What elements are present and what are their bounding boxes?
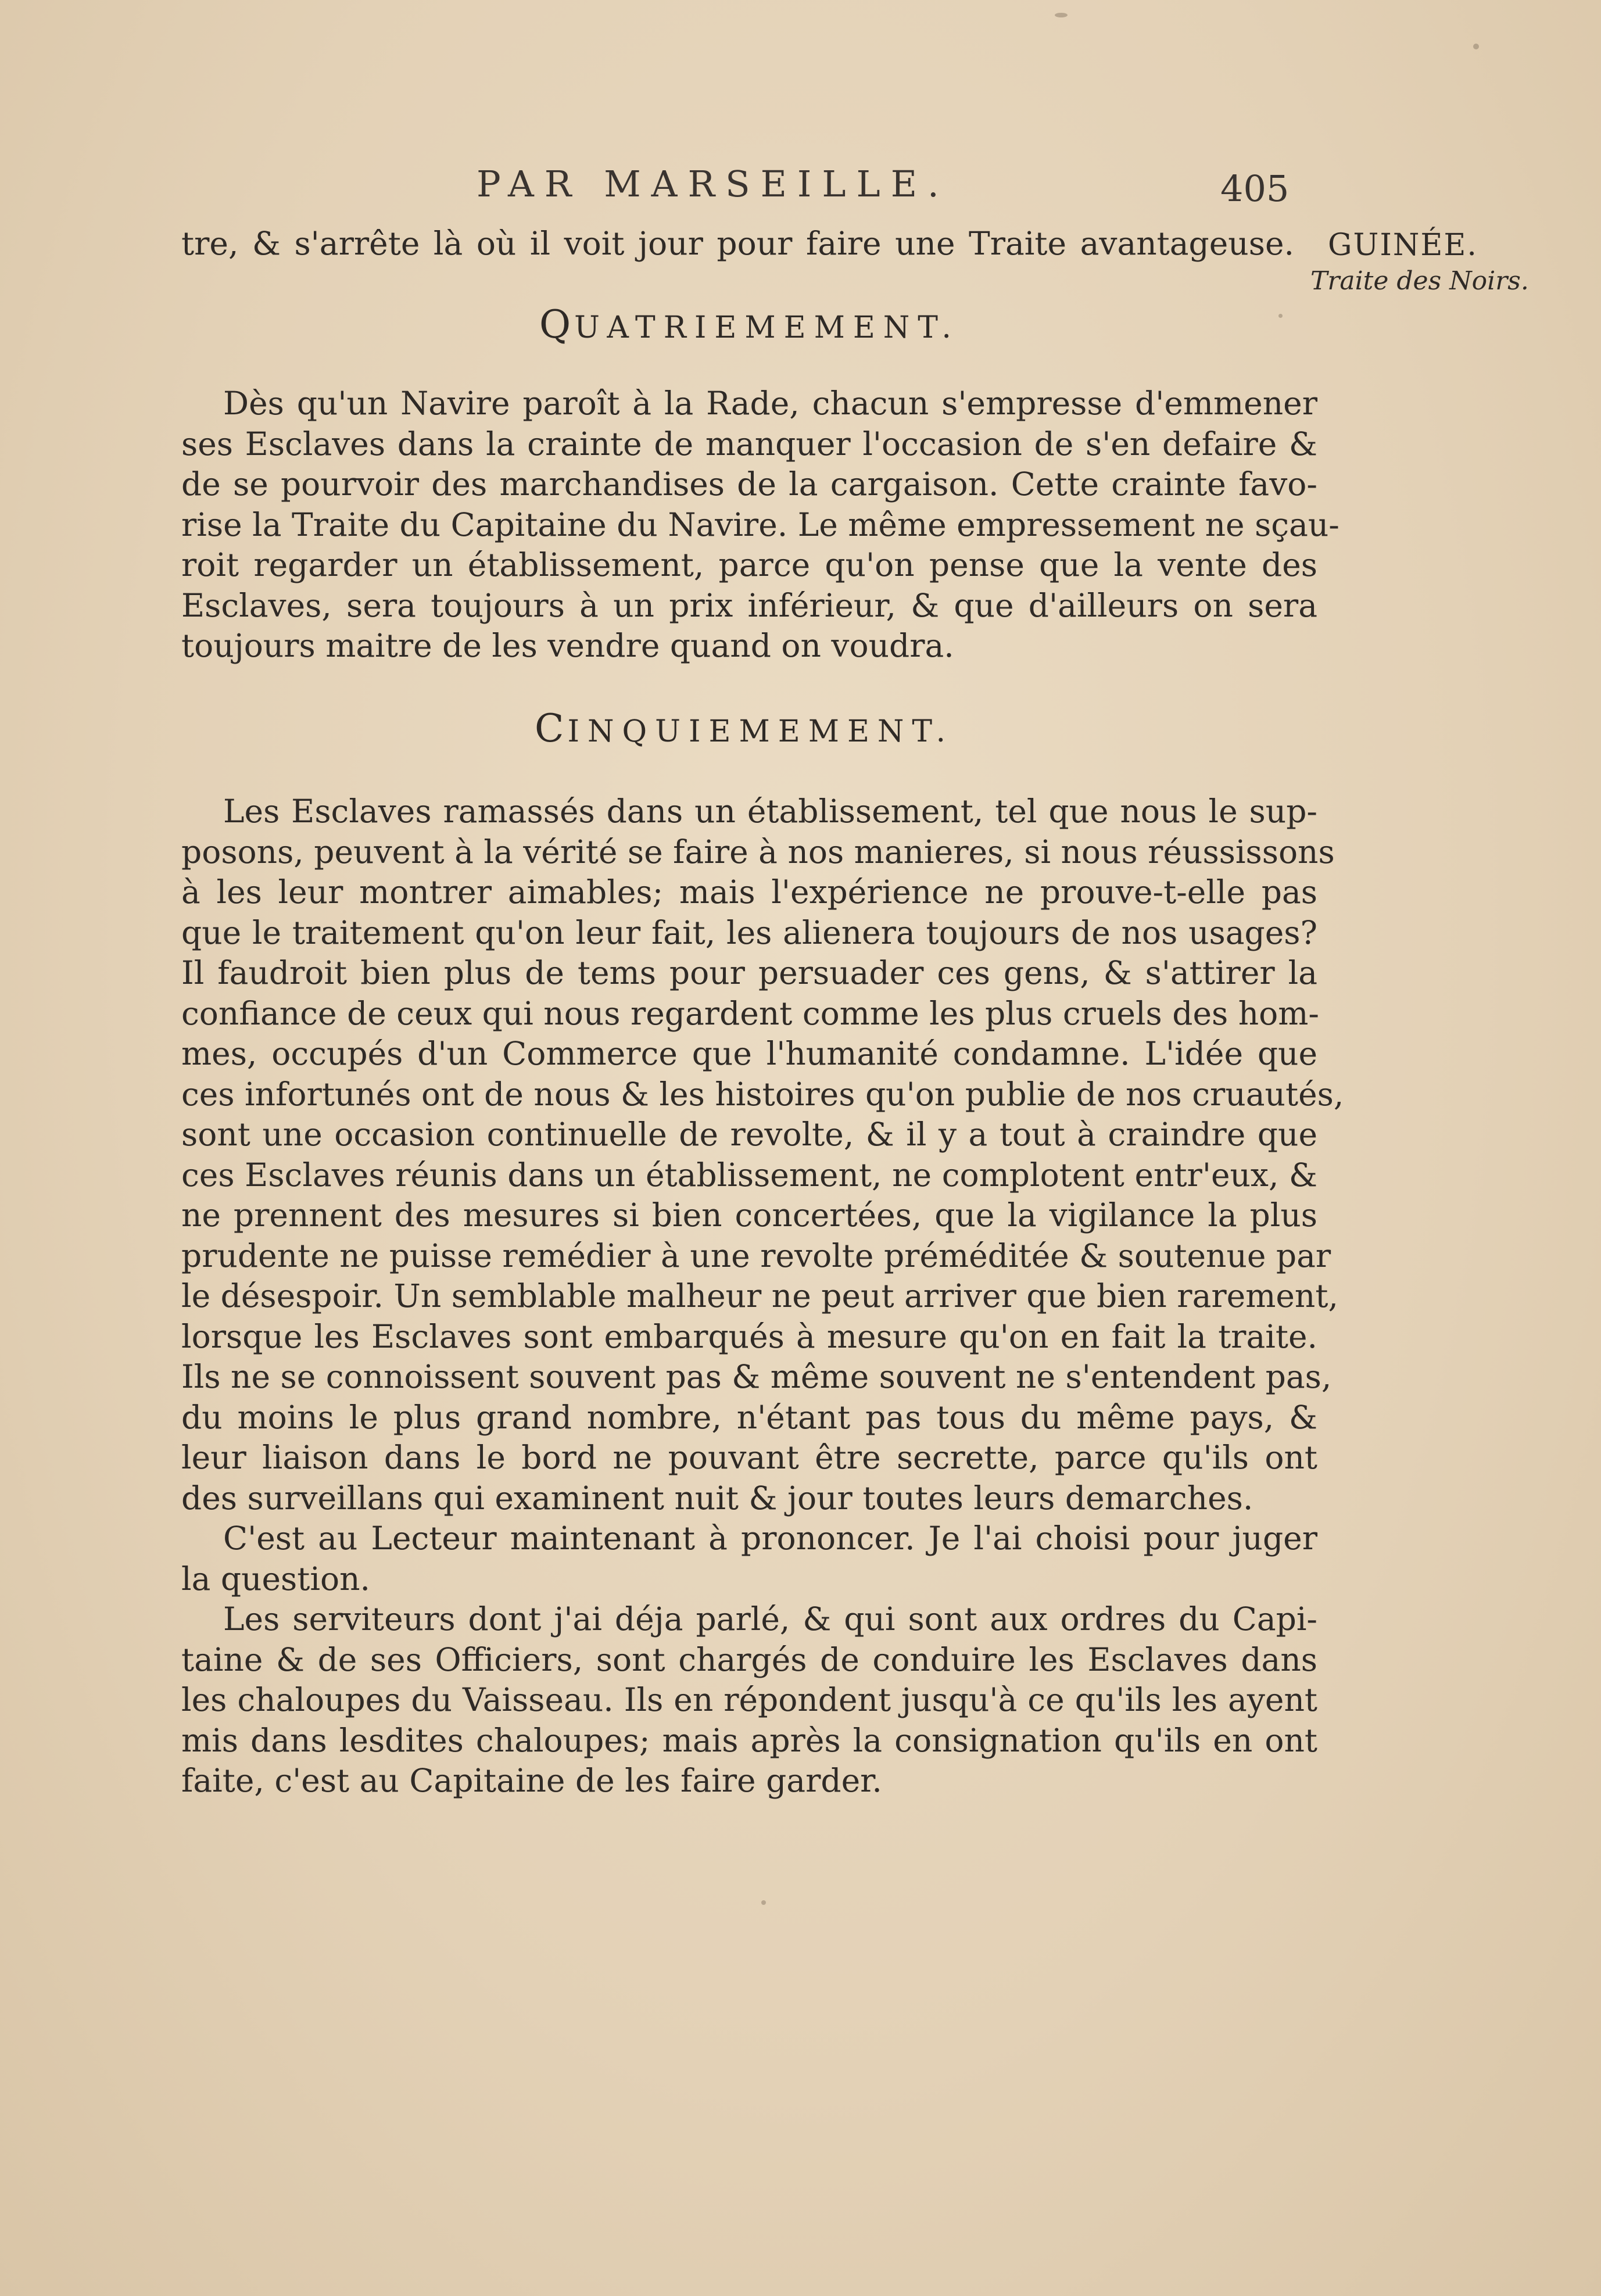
continuation-text xyxy=(181,224,1294,264)
paragraph-cinquiemement-3 xyxy=(181,1599,1317,1801)
text-line: sont une occasion continuelle de revolte, & il y a tout à craindre que xyxy=(181,1116,1317,1153)
text-line: des surveillans qui examinent nuit & jour toutes leurs demarches. xyxy=(181,1479,1253,1517)
text-line: mis dans lesdites chaloupes; mais après la consignation qu'ils en ont xyxy=(181,1721,1317,1759)
heading-quatriemement: QUATRIEMEMENT. xyxy=(539,302,959,347)
text-line: lorsque les Esclaves sont embarqués à mesure qu'on en fait la traite. xyxy=(181,1317,1317,1355)
text-line: toujours maitre de les vendre quand on voudra. xyxy=(181,627,954,664)
text-line: le désespoir. Un semblable malheur ne peut arriver que bien rarement, xyxy=(181,1277,1338,1314)
continuation-line: tre, & s'arrête là où il voit jour pour faire une Traite avantageuse. xyxy=(181,225,1294,262)
margin-note-subject: Traite des Noirs. xyxy=(1310,266,1529,296)
paragraph-quatriemement xyxy=(181,384,1339,667)
text-line: Dès qu'un Navire paroît à la Rade, chacun s'empresse d'emmener xyxy=(223,385,1317,422)
paragraph-cinquiemement-1 xyxy=(181,791,1344,1518)
text-line: rise la Traite du Capitaine du Navire. Le même empressement ne sçau- xyxy=(181,506,1339,543)
text-line: Esclaves, sera toujours à un prix inférieur, & que d'ailleurs on sera xyxy=(181,586,1317,624)
text-line: de se pourvoir des marchandises de la cargaison. Cette crainte favo- xyxy=(181,465,1317,503)
paper-speck xyxy=(1278,314,1283,318)
paper-speck xyxy=(1055,13,1068,17)
running-title: PAR MARSEILLE. xyxy=(477,163,950,205)
text-line: Il faudroit bien plus de tems pour persuader ces gens, & s'attirer la xyxy=(181,954,1317,991)
page-number: 405 xyxy=(1220,167,1290,210)
paragraph-cinquiemement-2 xyxy=(181,1518,1317,1599)
text-line: Ils ne se connoissent souvent pas & même souvent ne s'entendent pas, xyxy=(181,1358,1332,1395)
text-line: ses Esclaves dans la crainte de manquer l'occasion de s'en defaire & xyxy=(181,425,1317,463)
margin-note-region: GUINÉE. xyxy=(1328,228,1478,263)
heading-cinquiemement: CINQUIEMEMENT. xyxy=(535,706,954,751)
text-line: posons, peuvent à la vérité se faire à nos manieres, si nous réussissons xyxy=(181,833,1335,871)
text-line: que le traitement qu'on leur fait, les alienera toujours de nos usages? xyxy=(181,914,1317,951)
paper-speck xyxy=(1473,44,1479,49)
text-line: leur liaison dans le bord ne pouvant être secrette, parce qu'ils ont xyxy=(181,1439,1317,1476)
text-line: Les Esclaves ramassés dans un établissement, tel que nous le sup- xyxy=(223,793,1317,830)
text-line: ces Esclaves réunis dans un établissement, ne complotent entr'eux, & xyxy=(181,1156,1317,1194)
text-line: mes, occupés d'un Commerce que l'humanité condamne. L'idée que xyxy=(181,1035,1317,1072)
text-line: à les leur montrer aimables; mais l'expérience ne prouve-t-elle pas xyxy=(181,873,1317,911)
text-line: ces infortunés ont de nous & les histoires qu'on publie de nos cruautés, xyxy=(181,1075,1344,1113)
text-line: taine & de ses Officiers, sont chargés de conduire les Esclaves dans xyxy=(181,1640,1317,1678)
text-line: faite, c'est au Capitaine de les faire garder. xyxy=(181,1762,882,1799)
text-line: roit regarder un établissement, parce qu'on pense que la vente des xyxy=(181,546,1317,583)
text-line: les chaloupes du Vaisseau. Ils en répondent jusqu'à ce qu'ils les ayent xyxy=(181,1681,1317,1718)
text-line: du moins le plus grand nombre, n'étant pas tous du même pays, & xyxy=(181,1398,1317,1436)
text-line: prudente ne puisse remédier à une revolte préméditée & soutenue par xyxy=(181,1237,1331,1274)
paper-speck xyxy=(761,1900,766,1905)
text-line: ne prennent des mesures si bien concertées, que la vigilance la plus xyxy=(181,1197,1317,1234)
text-line: la question. xyxy=(181,1560,370,1597)
text-line: confiance de ceux qui nous regardent comme les plus cruels des hom- xyxy=(181,994,1319,1032)
text-line: C'est au Lecteur maintenant à prononcer. Je l'ai choisi pour juger xyxy=(223,1520,1317,1557)
text-line: Les serviteurs dont j'ai déja parlé, & qui sont aux ordres du Capi- xyxy=(223,1600,1317,1638)
